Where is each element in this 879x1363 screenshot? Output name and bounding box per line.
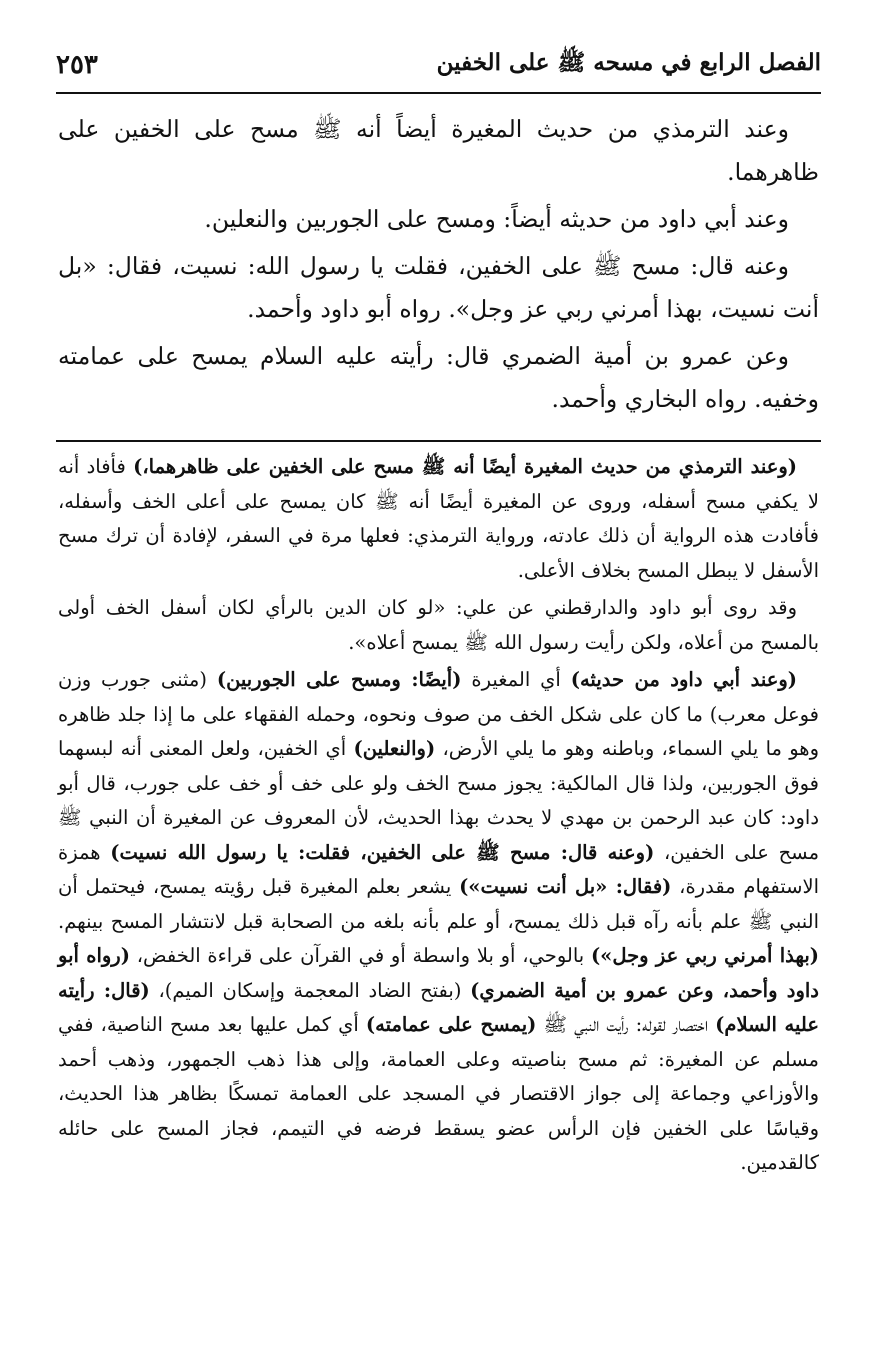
quoted-text: (وعند الترمذي من حديث المغيرة أيضًا أنه ﷺ مسح على الخفين على ظاهرهما،) [133, 455, 798, 478]
explanation-text: أي المغيرة [461, 668, 571, 691]
explanation-text: أي كمل عليها بعد مسح الناصية، ففي مسلم عن المغيرة: ثم مسح بناصيته وعلى العمامة، وإلى هذا ذهب الجمهور، وذهب أحمد والأوزاعي وجماعة إلى جواز الاقتصار في المسجد على العمامة تمسكًا بظاهر هذا الحديث، وقياسًا على الخفين فإن الرأس عضو يسقط فرضه في التيمم، فجاز المسح على حائله كالقدمين. [58, 1013, 819, 1174]
commentary-paragraph [58, 450, 819, 588]
commentary-divider [56, 440, 821, 442]
explanation-text: همزة الاستفهام مقدرة، [58, 840, 819, 898]
main-text [58, 108, 819, 425]
quoted-text: (والنعلين) [353, 737, 436, 760]
commentary-paragraph [58, 591, 819, 660]
quoted-text: (قال: رأيته عليه السلام) [58, 978, 819, 1036]
explanation-text: (بفتح الضاد المعجمة وإسكان الميم)، [149, 978, 471, 1002]
matn-paragraph: وعند أبي داود من حديثه أيضاً: ومسح على الجوربين والنعلين. [204, 205, 789, 233]
quoted-text: (أيضًا: ومسح على الجوربين) [216, 668, 462, 691]
explanation-text: (مثنى جورب وزن فوعل معرب) ما كان على شكل الخف من صوف ونحوه، وحمله الفقهاء على ما إذا جلد ظاهره وهو ما يلي السماء، وباطنه وهو ما يلي الأرض، [58, 668, 819, 760]
header-divider [56, 92, 821, 94]
explanation-text: بالوحي، أو بلا واسطة أو في القرآن على قراءة الخفض، [129, 944, 591, 967]
commentary-text [58, 450, 819, 1184]
matn-paragraph: وعن عمرو بن أمية الضمري قال: رأيته عليه السلام يمسح على عمامته وخفيه. رواه البخاري وأحمد. [58, 342, 819, 413]
matn-paragraph: وعند الترمذي من حديث المغيرة أيضاً أنه ﷺ مسح على الخفين على ظاهرهما. [58, 115, 819, 186]
quoted-text: (وعنه قال: مسح ﷺ على الخفين، فقلت: يا رسول الله نسيت) [110, 840, 655, 864]
page-header [56, 42, 821, 88]
quoted-text: (وعند أبي داود من حديثه) [570, 668, 797, 691]
explanation-text: يشعر بعلم المغيرة قبل رؤيته يمسح، فيحتمل أن النبي ﷺ علم بأنه رآه قبل ذلك يمسح، أو علم بأنه بلغه من الصحابة قبل لانتشار المسح بينهم. [58, 875, 819, 933]
page-number: ٢٥٣ [56, 50, 98, 80]
commentary-paragraph [58, 663, 819, 1181]
explanation-text: اختصار لقوله: رأيت النبي ﷺ [536, 1013, 716, 1036]
quoted-text: (بهذا أمرني ربي عز وجل») [590, 944, 819, 967]
explanation-text: فأفاد أنه لا يكفي مسح أسفله، وروى عن المغيرة أيضًا أنه ﷺ كان يمسح على أعلى الخف وأسفله، فأفادت هذه الرواية أن ذلك عادته، ورواية الترمذي: فعلها مرة في السفر، لإفادة أن ترك مسح الأسفل لا يبطل المسح بخلاف الأعلى. [58, 455, 819, 582]
quoted-text: (فقال: «بل أنت نسيت») [459, 875, 672, 898]
explanation-text: أي الخفين، ولعل المعنى أنه لبسهما فوق الجوربين، ولذا قال المالكية: يجوز مسح الخف ولو على خف أو خف على جورب، قال أبو داود: كان عبد الرحمن بن مهدي لا يحدث بهذا الحديث، لأن المعروف عن المغيرة أن النبي ﷺ مسح على الخفين، [58, 737, 820, 864]
quoted-text: (يمسح على عمامته) [365, 1013, 537, 1036]
quoted-text: (رواه أبو داود وأحمد، وعن عمرو بن أمية الضمري) [58, 944, 819, 1002]
explanation-text: وقد روى أبو داود والدارقطني عن علي: «لو كان الدين بالرأي لكان أسفل الخف أولى بالمسح من أعلاه، ولكن رأيت رسول الله ﷺ يمسح أعلاه». [58, 596, 819, 654]
matn-paragraph: وعنه قال: مسح ﷺ على الخفين، فقلت يا رسول الله: نسيت، فقال: «بل أنت نسيت، بهذا أمرني ربي عز وجل». رواه أبو داود وأحمد. [58, 252, 819, 323]
chapter-title: الفصل الرابع في مسحه ﷺ على الخفين [436, 49, 821, 76]
